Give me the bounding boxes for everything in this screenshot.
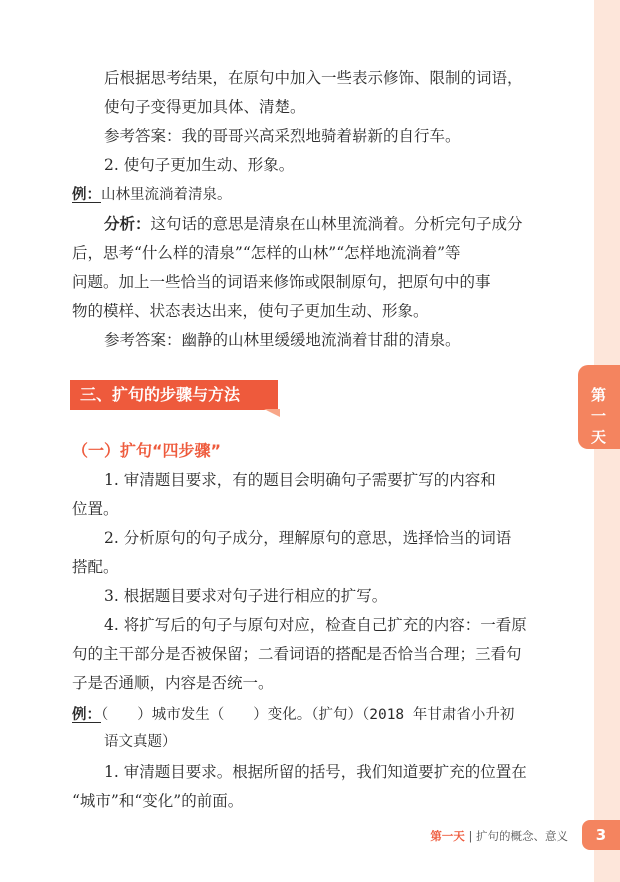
running-footer xyxy=(430,828,568,844)
page-number: 3 xyxy=(582,820,620,850)
example-label: 例： xyxy=(72,707,101,723)
reference-answer: 参考答案：我的哥哥兴高采烈地骑着崭新的自行车。 xyxy=(104,127,461,145)
footer-day: 第一天 xyxy=(430,829,465,843)
paragraph-line: 后根据思考结果，在原句中加入一些表示修饰、限制的词语， xyxy=(104,69,523,87)
example-label: 例： xyxy=(72,187,101,203)
step-line: “城市”和“变化”的前面。 xyxy=(72,792,244,810)
step-line: 3. 根据题目要求对句子进行相应的扩写。 xyxy=(104,587,388,605)
analysis-line: 问题。加上一些恰当的词语来修饰或限制原句，把原句中的事 xyxy=(72,273,491,291)
side-tab-char: 天 xyxy=(590,428,607,446)
example-line: 语文真题） xyxy=(104,734,177,750)
example-line xyxy=(72,703,514,724)
reference-answer: 参考答案：幽静的山林里缓缓地流淌着甘甜的清泉。 xyxy=(104,331,461,349)
section-title: 三、扩句的步骤与方法 xyxy=(70,380,278,410)
step-line: 搭配。 xyxy=(72,558,119,576)
side-tab-char: 第 xyxy=(590,386,607,404)
analysis-text: 这句话的意思是清泉在山林里流淌着。分析完句子成分 xyxy=(150,215,523,233)
step-line: 4. 将扩写后的句子与原句对应，检查自己扩充的内容：一看原 xyxy=(104,616,527,634)
side-tab-char: 一 xyxy=(590,407,607,425)
step-line: 2. 分析原句的句子成分，理解原句的意思，选择恰当的词语 xyxy=(104,529,512,547)
section-ribbon-tail xyxy=(264,409,280,417)
step-line: 1. 审清题目要求，有的题目会明确句子需要扩写的内容和 xyxy=(104,471,496,489)
step-line: 位置。 xyxy=(72,500,119,518)
subsection-title: （一）扩句“四步骤” xyxy=(72,441,222,460)
step-line: 子是否通顺，内容是否统一。 xyxy=(72,674,274,692)
step-line: 句的主干部分是否被保留；二看词语的搭配是否恰当合理；三看句 xyxy=(72,645,522,663)
footer-separator: | xyxy=(468,829,473,843)
footer-topic: 扩句的概念、意义 xyxy=(476,829,568,843)
analysis-line xyxy=(104,212,523,234)
example-text: （ ）城市发生（ ）变化。（扩句）（2018 年甘肃省小升初 xyxy=(101,707,515,723)
section-heading xyxy=(70,380,284,418)
point-heading: 2. 使句子更加生动、形象。 xyxy=(104,156,295,174)
analysis-label: 分析： xyxy=(104,214,151,233)
day-side-tab xyxy=(578,365,620,449)
example-text: 山林里流淌着清泉。 xyxy=(101,187,232,203)
example-line xyxy=(72,183,232,204)
analysis-line: 物的模样、状态表达出来，使句子更加生动、形象。 xyxy=(72,302,429,320)
step-line: 1. 审清题目要求。根据所留的括号，我们知道要扩充的位置在 xyxy=(104,763,527,781)
analysis-line: 后，思考“什么样的清泉”“怎样的山林”“怎样地流淌着”等 xyxy=(72,244,461,262)
paragraph-line: 使句子变得更加具体、清楚。 xyxy=(104,98,306,116)
